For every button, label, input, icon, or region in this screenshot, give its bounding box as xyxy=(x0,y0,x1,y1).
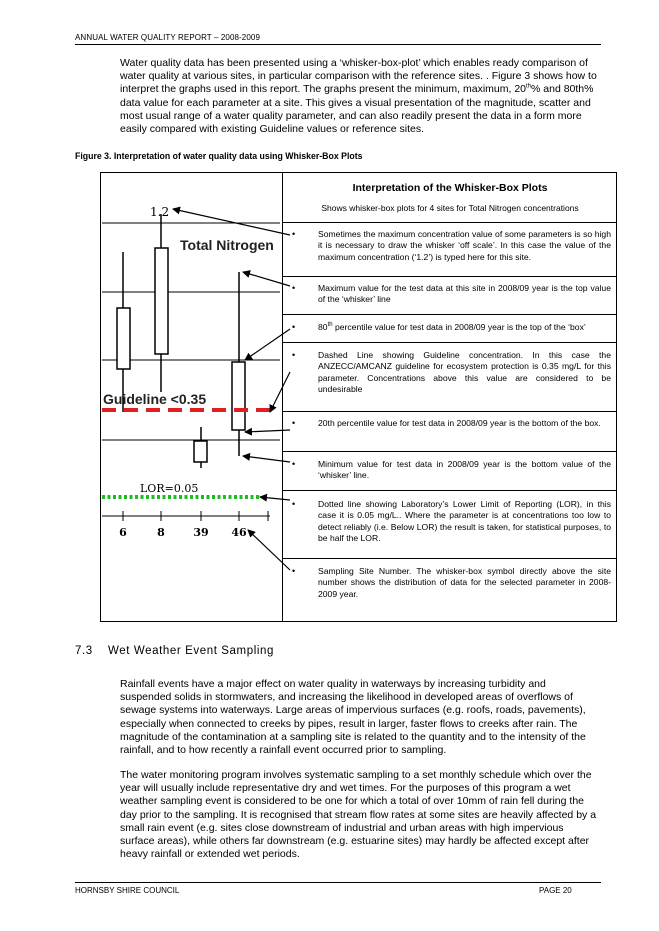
paragraph-line: day prior to the sampling. It is recognised that stream flow rates at some sites are heavily affected by a xyxy=(120,808,597,821)
bullet-marker: • xyxy=(292,566,296,576)
arrow xyxy=(270,372,290,412)
panel-title: Interpretation of the Whisker-Box Plots xyxy=(352,182,548,194)
intro-line: Water quality data has been presented using a ‘whisker-box-plot’ which enables ready comparison of xyxy=(120,57,588,69)
bullet-marker: • xyxy=(292,499,296,509)
arrow xyxy=(245,430,290,432)
max-value-label: 1.2 xyxy=(150,205,170,219)
arrow xyxy=(173,209,290,235)
site-label: 39 xyxy=(193,526,209,539)
intro-line: interpret the graphs used in this report. The graphs present the minimum, maximum, 20th% and 80th% xyxy=(120,83,594,96)
paragraph-line: weather sampling event is considered to be one for which a total of over 10mm of rain fell during the xyxy=(120,795,585,808)
intro-line: data value for each parameter at a site. This gives a visual presentation of the magnitude, scatter and xyxy=(120,96,591,109)
bullet-text: Dotted line showing Laboratory’s Lower Limit of Reporting (LOR), in this case it is 0.05 mg/L.. Where the parameter is at concentrations too low to detect reliably (i.e. Below LOR) the result is taken, for statistical purposes, to be half the LOR. xyxy=(318,499,611,544)
paragraph-line: magnitude of the contamination at a sampling site is related to the quantity and to the intensity of the xyxy=(120,730,586,743)
bullet-text: Sometimes the maximum concentration value of some parameters is so high it is necessary to draw the whisker ‘off scale’. In this case the value of the maximum concentration (‘1.2’) is typed here for this site. xyxy=(318,229,611,262)
panel-row-divider xyxy=(283,451,617,452)
panel-row-divider xyxy=(283,314,617,315)
paragraph-line: sewage systems into waterways. Large areas of impervious surfaces (e.g. roofs, roads, pavements), xyxy=(120,704,586,717)
site-label: 8 xyxy=(157,526,165,539)
bullet-marker: • xyxy=(292,418,296,428)
bullet-text: 80th percentile value for test data in 2008/09 year is the top of the ‘box’ xyxy=(318,322,586,332)
header-rule xyxy=(75,44,601,45)
site-label: 46 xyxy=(231,526,247,539)
footer-rule xyxy=(75,882,601,883)
arrow xyxy=(245,329,290,360)
bullet-text: Dashed Line showing Guideline concentration. In this case the ANZECC/AMCANZ guideline for ecosystem protection is 0.35 mg/L for this parameter. Concentrations above this value are considered to be undesirable xyxy=(318,350,611,395)
panel-row-divider xyxy=(283,276,617,277)
intro-line: easily compared with existing Guideline values or reference sites. xyxy=(120,123,425,136)
section-heading: 7.3 Wet Weather Event Sampling xyxy=(75,645,275,657)
arrow xyxy=(243,456,290,462)
bullet-marker: • xyxy=(292,283,296,293)
bullet-text: Sampling Site Number. The whisker-box symbol directly above the site number shows the distribution of data for the selected parameter in 2008-2009 year. xyxy=(318,566,611,599)
bullet-marker: • xyxy=(292,350,296,360)
bullet-text: 20th percentile value for test data in 2008/09 year is the bottom of the box. xyxy=(318,418,601,428)
intro-paragraph xyxy=(120,57,598,136)
bullet-text: Minimum value for test data in 2008/09 year is the bottom value of the ‘whisker’ line. xyxy=(318,459,611,481)
page-header-title: ANNUAL WATER QUALITY REPORT – 2008-2009 xyxy=(75,33,261,42)
chart-title-label: Total Nitrogen xyxy=(180,237,274,253)
lor-label: LOR=0.05 xyxy=(140,482,199,495)
guideline-label: Guideline <0.35 xyxy=(103,391,207,407)
figure-caption: Figure 3. Interpretation of water quality data using Whisker-Box Plots xyxy=(75,151,363,162)
panel-row-divider xyxy=(283,411,617,412)
paragraph-line: especially when connected to creeks by pipes, result in larger, faster flows to creeks after rain. The xyxy=(120,717,578,730)
paragraph-line: rainfall, and to how recently a rainfall event occurred prior to sampling. xyxy=(120,744,447,757)
bullet-marker: • xyxy=(292,459,296,469)
arrow xyxy=(243,272,290,286)
paragraph-line: heavy rainfall or extended wet periods. xyxy=(120,848,300,861)
paragraph-line: suspended solids in stormwaters, and increasing the likelihood in developed areas of overflows of xyxy=(120,691,573,704)
panel-row-divider xyxy=(283,342,617,343)
section-paragraph-2 xyxy=(120,769,598,861)
paragraph-line: surface areas), while others far downstream (e.g. estuarine sites) may hardly be affected except after xyxy=(120,835,590,848)
bullet-marker: • xyxy=(292,229,296,239)
panel-row-divider xyxy=(283,558,617,559)
paragraph-line: Rainfall events have a major effect on water quality in waterways by increasing turbidity and xyxy=(120,678,546,690)
footer-council: HORNSBY SHIRE COUNCIL xyxy=(75,886,180,895)
page-number: PAGE 20 xyxy=(539,886,572,895)
arrow xyxy=(260,497,290,500)
intro-line: water quality at various sites, in particular comparison with the reference sites. . Figure 3 shows how to xyxy=(120,70,597,83)
panel-subtitle: Shows whisker-box plots for 4 sites for Total Nitrogen concentrations xyxy=(321,203,579,213)
paragraph-line: year will usually include representative dry and wet times. For the purposes of this program a wet xyxy=(120,782,571,795)
site-label: 6 xyxy=(119,526,127,539)
paragraph-line: The water monitoring program involves systematic sampling to a set monthly schedule which over the xyxy=(120,769,592,781)
panel-row-divider xyxy=(283,222,617,223)
bullet-text: Maximum value for the test data at this site in 2008/09 year is the top value of the ‘whisker’ line xyxy=(318,283,611,305)
arrow xyxy=(248,530,290,570)
bullet-marker: • xyxy=(292,322,296,332)
paragraph-line: small rain event (e.g. sites close downstream of industrial and urban areas with high impervious xyxy=(120,821,564,834)
section-paragraph-1 xyxy=(120,678,598,757)
panel-row-divider xyxy=(283,490,617,491)
intro-line: most usual range of a water quality parameter, and can also readily present the data in a form more xyxy=(120,109,582,122)
